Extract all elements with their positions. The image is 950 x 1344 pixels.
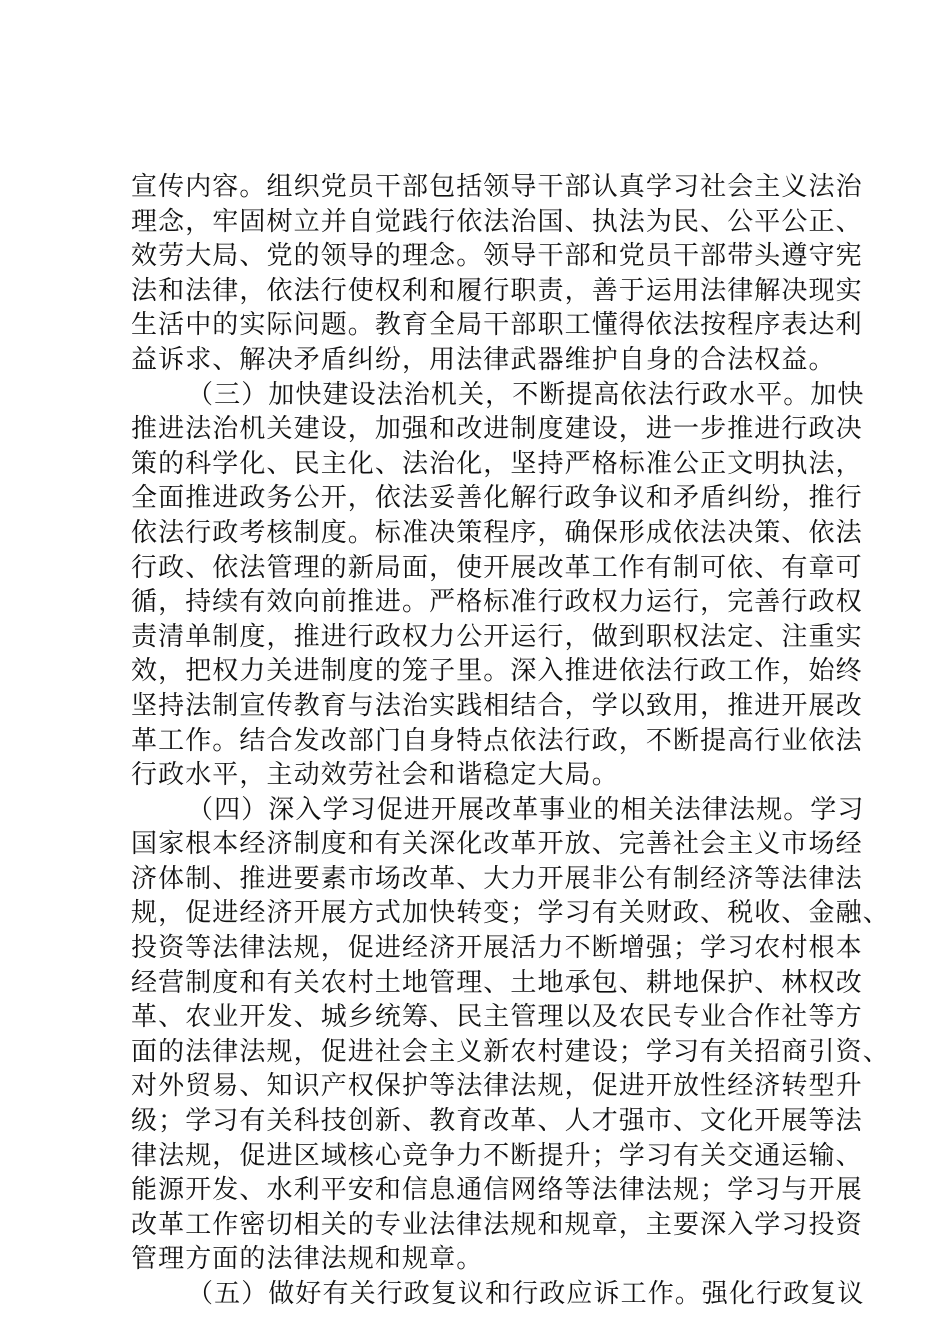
text-line: 循，持续有效向前推进。严格标准行政权力运行，完善行政权 bbox=[131, 587, 863, 618]
body-text bbox=[131, 170, 890, 1312]
text-line: 面的法律法规，促进社会主义新农村建设；学习有关招商引资、 bbox=[131, 1036, 890, 1067]
text-line: 投资等法律法规，促进经济开展活力不断增强；学习农村根本 bbox=[131, 933, 863, 964]
text-line: 经营制度和有关农村土地管理、土地承包、耕地保护、林权改 bbox=[131, 967, 863, 998]
text-line: 规，促进经济开展方式加快转变；学习有关财政、税收、金融、 bbox=[131, 898, 890, 929]
text-line: 生活中的实际问题。教育全局干部职工懂得依法按程序表达利 bbox=[131, 310, 863, 341]
text-line: 律法规，促进区域核心竞争力不断提升；学习有关交通运输、 bbox=[131, 1140, 863, 1171]
text-line: 责清单制度，推进行政权力公开运行，做到职权法定、注重实 bbox=[131, 621, 863, 652]
text-line: 能源开发、水利平安和信息通信网络等法律法规；学习与开展 bbox=[131, 1175, 863, 1206]
text-line: 推进法治机关建设，加强和改进制度建设，进一步推进行政决 bbox=[131, 414, 863, 445]
section-heading-line: （四）深入学习促进开展改革事业的相关法律法规。学习 bbox=[187, 794, 865, 825]
text-line: 法和法律，依法行使权利和履行职责，善于运用法律解决现实 bbox=[131, 275, 863, 306]
text-line: 策的科学化、民主化、法治化，坚持严格标准公正文明执法， bbox=[131, 448, 863, 479]
section-heading-line: （三）加快建设法治机关，不断提高依法行政水平。加快 bbox=[187, 379, 865, 410]
text-line: 行政水平，主动效劳社会和谐稳定大局。 bbox=[131, 760, 619, 791]
text-line: 理念，牢固树立并自觉践行依法治国、执法为民、公平公正、 bbox=[131, 206, 863, 237]
text-line: 革工作。结合发改部门自身特点依法行政，不断提高行业依法 bbox=[131, 725, 863, 756]
text-line: 管理方面的法律法规和规章。 bbox=[131, 1244, 484, 1275]
text-line: 效，把权力关进制度的笼子里。深入推进依法行政工作，始终 bbox=[131, 656, 863, 687]
text-line: 依法行政考核制度。标准决策程序，确保形成依法决策、依法 bbox=[131, 517, 863, 548]
text-line: 益诉求、解决矛盾纠纷，用法律武器维护自身的合法权益。 bbox=[131, 344, 836, 375]
text-line: 坚持法制宣传教育与法治实践相结合，学以致用，推进开展改 bbox=[131, 690, 863, 721]
text-line: 改革工作密切相关的专业法律法规和规章，主要深入学习投资 bbox=[131, 1209, 863, 1240]
text-line: 效劳大局、党的领导的理念。领导干部和党员干部带头遵守宪 bbox=[131, 241, 863, 272]
text-line: 级；学习有关科技创新、教育改革、人才强市、文化开展等法 bbox=[131, 1106, 863, 1137]
section-heading-line: （五）做好有关行政复议和行政应诉工作。强化行政复议 bbox=[187, 1279, 865, 1309]
text-line: 革、农业开发、城乡统筹、民主管理以及农民专业合作社等方 bbox=[131, 1002, 863, 1033]
text-line: 宣传内容。组织党员干部包括领导干部认真学习社会主义法治 bbox=[131, 172, 863, 202]
text-line: 全面推进政务公开，依法妥善化解行政争议和矛盾纠纷，推行 bbox=[131, 483, 863, 514]
text-line: 行政、依法管理的新局面，使开展改革工作有制可依、有章可 bbox=[131, 552, 863, 583]
text-line: 国家根本经济制度和有关深化改革开放、完善社会主义市场经 bbox=[131, 829, 863, 860]
text-line: 济体制、推进要素市场改革、大力开展非公有制经济等法律法 bbox=[131, 863, 863, 894]
text-line: 对外贸易、知识产权保护等法律法规，促进开放性经济转型升 bbox=[131, 1071, 863, 1102]
